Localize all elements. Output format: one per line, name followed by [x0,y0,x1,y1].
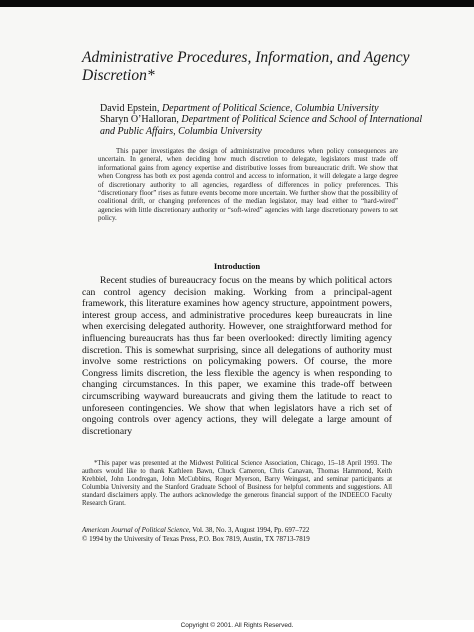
author-2-affiliation: Department of Political Science and School of International and Public Affairs, Columbia University [100,114,423,137]
paper-page [0,7,474,620]
footnote-text: *This paper was presented at the Midwest Political Science Association, Chicago, 15–18 April 1993. The authors would like to thank Kathleen Bawn, Chuck Cameron, Chris Canavan, Thomas Hammond, Keith Krehbiel, John Londregan, John McCubbins, Roger Myerson, Barry Weingast, and seminar participants at Columbia University and the Stanford Graduate School of Business for helpful comments and suggestions. All standard disclaimers apply. The authors acknowledge the generous financial support of the INDEECO Faculty Research Grant. [82,460,392,508]
abstract-text: This paper investigates the design of administrative procedures when policy consequences are uncertain. In general, when deciding how much discretion to delegate, legislators must trade off informational gains from agency expertise and distributive losses from bureaucratic drift. We show that when Congress has both ex post agenda control and access to information, it will delegate a large degree of discretionary authority to all agencies, regardless of differences in policy preferences. This “discretionary floor” rises as future events become more uncertain. We further show that the possibility of coalitional drift, or changing preferences of the median legislator, may lead either to “hard-wired” agencies with little discretionary authority or “soft-wired” agencies with large discretionary powers to set policy. [98,147,398,223]
paper-title: Administrative Procedures, Information, and Agency Discretion* [82,49,410,84]
footnote [82,460,392,509]
author-block [100,103,430,137]
introduction-paragraph: Recent studies of bureaucracy focus on the means by which political actors can control agency decision making. Working from a principal-agent framework, this literature examines how agency structure, appointment powers, interest group access, and administrative procedures keep bureaucrats in line when exercising delegated authority. However, one straightforward method for influencing bureaucrats has thus far been overlooked: directly limiting agency discretion. This is somewhat surprising, since all delegations of authority must involve some restrictions on policymaking powers. Of course, the more Congress limits discretion, the less flexible the agency is when responding to changing circumstances. In this paper, we examine this trade-off between circumscribing wayward bureaucrats and giving them the latitude to react to unforeseen contingencies. We show that when legislators have a rich set of ongoing controls over agency actions, they will delegate a large amount of discretionary [82,275,392,437]
section-heading-introduction: Introduction [213,261,261,271]
citation-line [82,526,412,535]
copyright-line: © 1994 by the University of Texas Press, P.O. Box 7819, Austin, TX 78713-7819 [82,534,310,543]
journal-name: American Journal of Political Science, [82,526,191,534]
author-2-name: Sharyn O’Halloran, [100,114,179,126]
top-border [0,0,474,7]
author-1-affiliation: Department of Political Science, Columbia University [161,103,379,114]
citation-block [82,526,412,543]
author-2 [100,114,430,137]
footer-copyright: Copyright © 2001. All Rights Reserved. [0,620,474,632]
abstract [98,147,398,223]
introduction-body [82,275,392,437]
journal-details: Vol. 38, No. 3, August 1994, Pp. 697–722 [190,526,310,534]
author-1 [100,103,430,114]
author-1-name: David Epstein, [100,103,160,114]
